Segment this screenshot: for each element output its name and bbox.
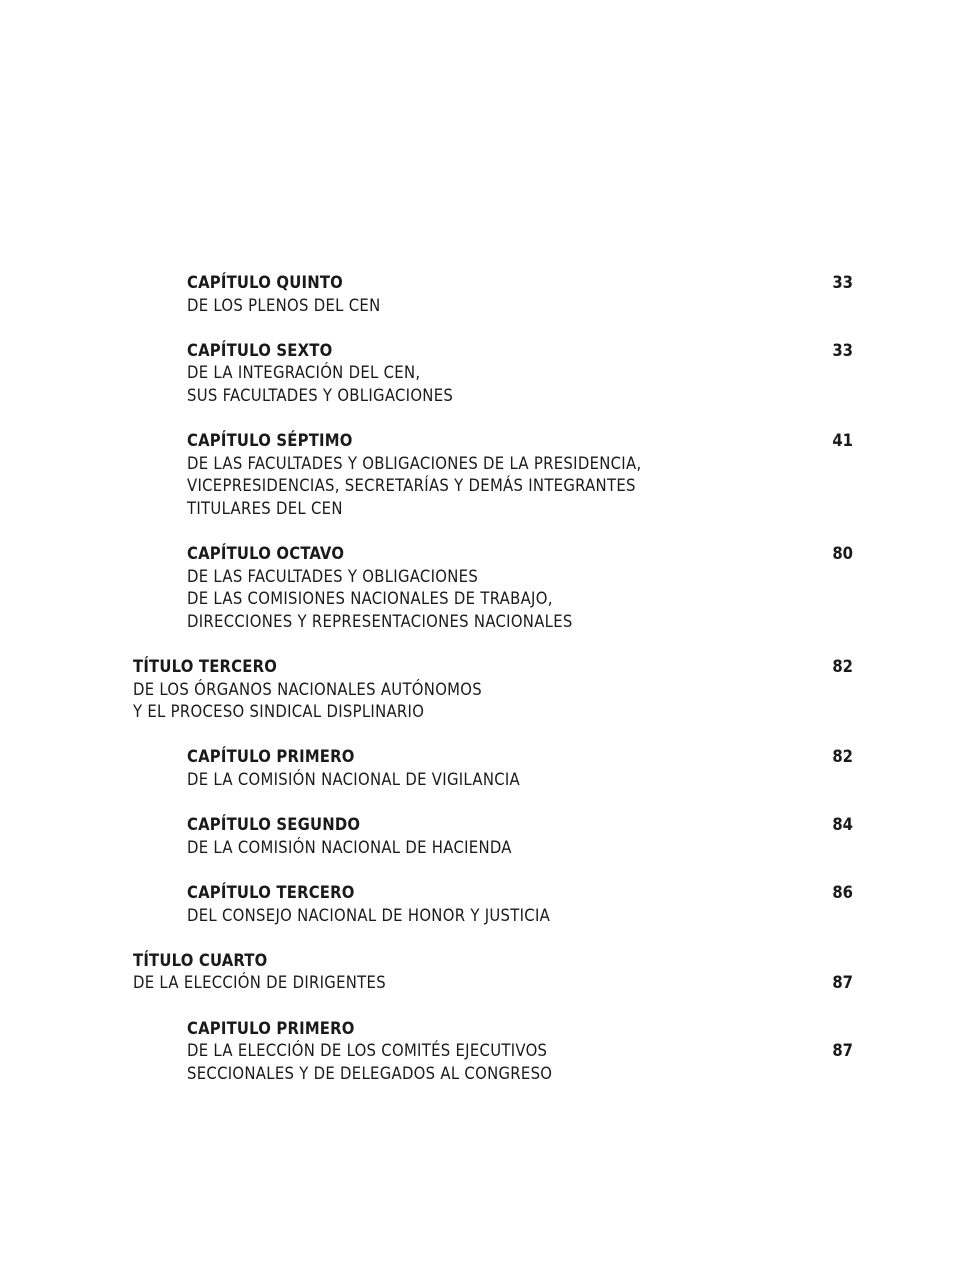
toc-entry-heading: TÍTULO CUARTO [133, 950, 268, 970]
toc-entry-titulo-tercero [0, 656, 960, 724]
toc-entry-capitulo-quinto [0, 272, 960, 317]
toc-entry-heading: CAPÍTULO OCTAVO [187, 544, 345, 564]
toc-entry-capitulo-octavo [0, 543, 960, 633]
toc-entry-line: DIRECCIONES Y REPRESENTACIONES NACIONALES [187, 611, 573, 631]
toc-page-number: 87 [832, 973, 853, 993]
toc-entry-capitulo-segundo [0, 814, 960, 859]
toc-page-number: 86 [832, 883, 853, 903]
toc-entry-capitulo-sexto [0, 340, 960, 408]
toc-entry-heading: CAPITULO PRIMERO [187, 1018, 355, 1038]
toc-entry-capitulo-primero [0, 746, 960, 791]
toc-entry-line: DE LA COMISIÓN NACIONAL DE VIGILANCIA [187, 770, 521, 790]
toc-entry-line: DE LA INTEGRACIÓN DEL CEN, [187, 363, 421, 383]
toc-entry-heading: CAPÍTULO QUINTO [187, 273, 343, 292]
toc-page-number: 41 [832, 431, 853, 451]
toc-entry-line: SECCIONALES Y DE DELEGADOS AL CONGRESO [187, 1063, 553, 1083]
toc-entry-line: VICEPRESIDENCIAS, SECRETARÍAS Y DEMÁS INTEGRANTES [187, 476, 636, 496]
toc-page-number: 33 [832, 340, 853, 360]
toc-entry-line: DE LA COMISIÓN NACIONAL DE HACIENDA [187, 837, 512, 857]
toc-entry-line: DE LAS FACULTADES Y OBLIGACIONES DE LA PRESIDENCIA, [187, 453, 642, 473]
toc-page-number: 84 [832, 815, 853, 835]
toc-entry-line: DE LOS ÓRGANOS NACIONALES AUTÓNOMOS [133, 679, 482, 699]
toc-entry-heading: TÍTULO TERCERO [133, 657, 278, 677]
toc-entry-heading: CAPÍTULO SEXTO [187, 340, 333, 360]
toc-entry-capitulo-tercero [0, 882, 960, 927]
toc-entry-line: DE LOS PLENOS DEL CEN [187, 295, 381, 315]
toc-page-number: 33 [832, 273, 853, 292]
toc-entry-titulo-cuarto [0, 950, 960, 995]
toc-page-number: 80 [832, 544, 853, 564]
toc-entry-heading: CAPÍTULO PRIMERO [187, 747, 355, 767]
toc-entry-heading: CAPÍTULO TERCERO [187, 883, 355, 903]
toc-entry-heading: CAPÍTULO SEGUNDO [187, 815, 361, 835]
toc-page-number: 82 [832, 657, 853, 677]
toc-entry-line: TITULARES DEL CEN [187, 498, 343, 518]
toc-entry-line: DEL CONSEJO NACIONAL DE HONOR Y JUSTICIA [187, 905, 551, 925]
table-of-contents [0, 272, 960, 1108]
toc-page-number: 82 [832, 747, 853, 767]
toc-entry-line: DE LA ELECCIÓN DE DIRIGENTES [133, 973, 386, 993]
toc-entry-heading: CAPÍTULO SÉPTIMO [187, 431, 353, 451]
toc-page-number: 87 [832, 1041, 853, 1061]
toc-entry-line: DE LAS COMISIONES NACIONALES DE TRABAJO, [187, 589, 553, 609]
toc-entry-line: Y EL PROCESO SINDICAL DISPLINARIO [133, 702, 425, 722]
toc-entry-capitulo-septimo [0, 430, 960, 520]
toc-entry-line: DE LA ELECCIÓN DE LOS COMITÉS EJECUTIVOS [187, 1041, 548, 1061]
toc-entry-capitulo-primero-eleccion [0, 1018, 960, 1086]
toc-entry-line: SUS FACULTADES Y OBLIGACIONES [187, 385, 454, 405]
toc-entry-line: DE LAS FACULTADES Y OBLIGACIONES [187, 566, 479, 586]
